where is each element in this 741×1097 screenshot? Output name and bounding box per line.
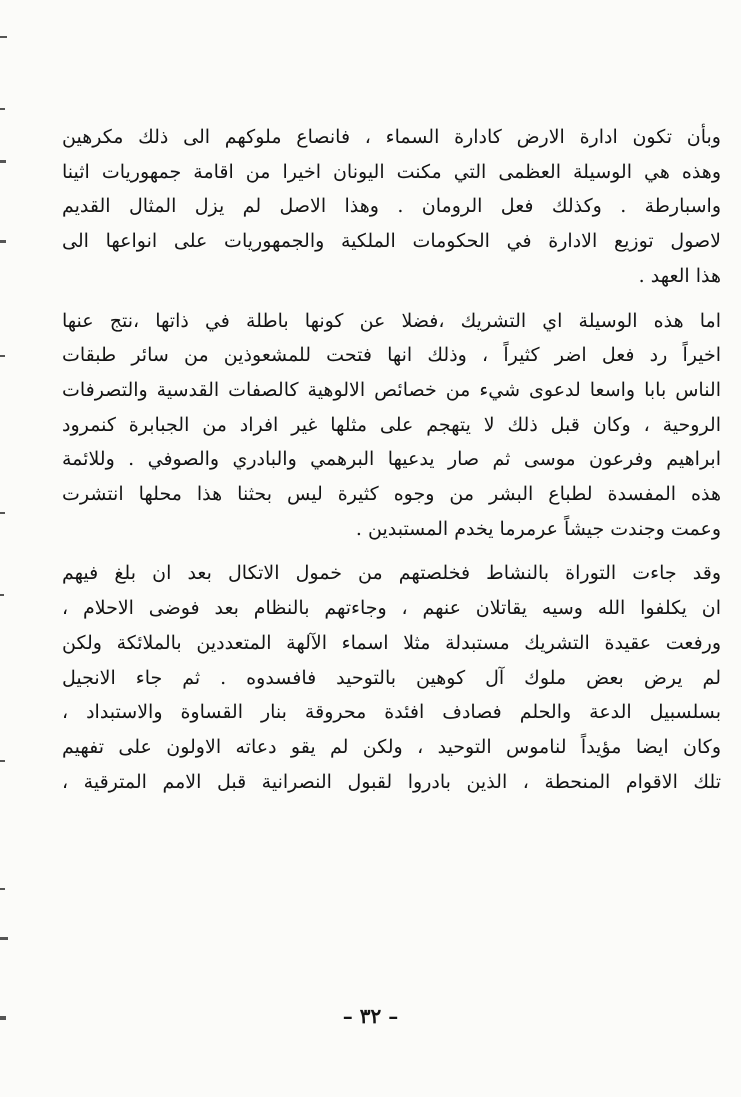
text-line: لم يرض بعض ملوك آل كوهين بالتوحيد فافسدوه . ثم جاء الانجيل [62, 666, 721, 689]
text-line: بسلسبيل الدعة والحلم فصادف افئدة محروقة بنار القساوة والاستبداد ، [62, 701, 721, 724]
text-line: الناس بابا واسعا لدعوى شيء من خصائص الالوهية كالصفات القدسية والتصرفات [62, 378, 721, 401]
text-line: لاصول توزيع الادارة في الحكومات الملكية والجمهوريات على انواعها الى [62, 230, 721, 253]
text-line: اخيراً رد فعل اضر كثيراً ، وذلك انها فتحت للمشعوذين من سائر طبقات [62, 344, 721, 367]
text-line: ان يكلفوا الله وسيه يقاتلان عنهم ، وجاءتهم بالنظام بعد فوضى الاحلام ، [62, 597, 721, 620]
text-line: اما هذه الوسيلة اي التشريك ،فضلا عن كونها باطلة في ذاتها ،نتج عنها [62, 309, 721, 332]
text-line: هذه المفسدة لطباع البشر من وجوه كثيرة ليس بحثنا هذا محلها انتشرت [62, 483, 721, 506]
scan-mark [0, 888, 5, 890]
text-line: هذا العهد . [638, 264, 721, 287]
text-line: وقد جاءت التوراة بالنشاط فخلصتهم من خمول الاتكال بعد ان بلغ فيهم [62, 562, 721, 585]
paragraph-1 [62, 120, 721, 294]
text-line: ورفعت عقيدة التشريك مستبدلة مثلا اسماء الآلهة المتعددين بالملائكة ولكن [62, 631, 721, 654]
text-line: ابراهيم وفرعون موسى ثم صار يدعيها البرهمي والبادري والصوفي . وللائمة [62, 448, 721, 471]
text-line: وهذه هي الوسيلة العظمى التي مكنت اليونان اخيرا من اقامة جمهوريات اثينا [62, 160, 721, 183]
body-text [62, 120, 721, 809]
text-line: الروحية ، وكان قبل ذلك لا يتهجم على مثلها غير افراد من الجبابرة كنمرود [62, 413, 721, 436]
scan-mark [0, 1016, 6, 1020]
scan-mark [0, 160, 6, 163]
scan-mark [0, 240, 6, 243]
text-line: وبأن تكون ادارة الارض كادارة السماء ، فانصاع ملوكهم الى ذلك مكرهين [62, 126, 721, 148]
scan-mark [0, 594, 4, 596]
text-line: وعمت وجندت جيشاً عرمرما يخدم المستبدين . [355, 517, 721, 540]
scan-mark [0, 355, 5, 357]
scan-mark [0, 937, 8, 940]
scan-mark [0, 108, 5, 110]
scan-mark [0, 36, 7, 38]
text-line: واسبارطة . وكذلك فعل الرومان . وهذا الاصل لم يزل المثال القديم [62, 195, 721, 218]
text-line: تلك الاقوام المنحطة ، الذين بادروا لقبول النصرانية قبل الامم المترقية ، [62, 770, 721, 793]
scan-mark [0, 512, 5, 514]
scan-mark [0, 760, 5, 762]
page-number: – ٣٢ – [342, 1004, 399, 1028]
text-line: وكان ايضا مؤيداً لناموس التوحيد ، ولكن لم يقو دعاته الاولون على تفهيم [62, 735, 721, 758]
paragraph-2 [62, 304, 721, 547]
paragraph-3 [62, 556, 721, 799]
